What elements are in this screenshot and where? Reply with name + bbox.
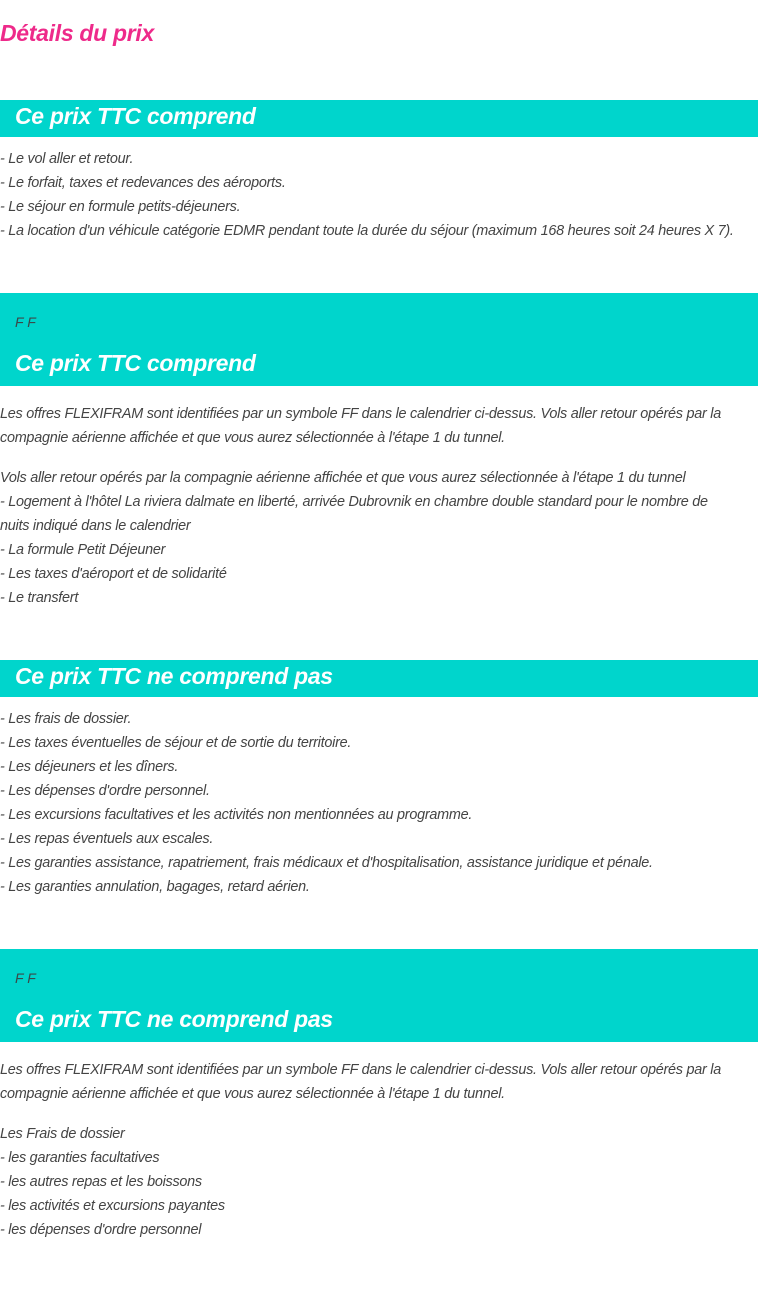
section-header-excludes [0,660,758,697]
page-title: Détails du prix [0,20,154,46]
list-item: - Les garanties annulation, bagages, retard aérien. [0,879,310,895]
section-title: Ce prix TTC comprend [15,350,256,376]
list-item: - les activités et excursions payantes [0,1198,225,1214]
excludes-list [0,707,758,899]
list-item: - Les dépenses d'ordre personnel. [0,783,210,799]
section-title: Ce prix TTC ne comprend pas [15,1006,333,1032]
includes-list [0,147,758,243]
ff-excludes-list [0,1122,758,1242]
list-item: - Les taxes d'aéroport et de solidarité [0,566,227,582]
list-item: - Les taxes éventuelles de séjour et de sortie du territoire. [0,735,352,751]
list-item: - les autres repas et les boissons [0,1174,202,1190]
list-item: - les garanties facultatives [0,1150,160,1166]
section-header-ff-includes [0,293,758,386]
section-header-includes [0,100,758,137]
list-item: - Le transfert [0,590,79,606]
list-item: - les dépenses d'ordre personnel [0,1222,202,1238]
ff-intro-paragraph: Les offres FLEXIFRAM sont identifiées par un symbole FF dans le calendrier ci-dessus. Vols aller retour opérés par la compagnie aérienne affichée et que vous aurez sélectionnée à l'étape 1 du tunnel. [0,1062,722,1102]
list-item: - Les déjeuners et les dîners. [0,759,179,775]
list-item: - Le forfait, taxes et redevances des aéroports. [0,175,286,191]
ff-includes-list [0,466,758,610]
section-title: Ce prix TTC comprend [15,103,256,129]
section-header-ff-excludes [0,949,758,1042]
list-item: - Les repas éventuels aux escales. [0,831,214,847]
list-item: - Les excursions facultatives et les activités non mentionnées au programme. [0,807,473,823]
section-title: Ce prix TTC ne comprend pas [15,663,333,689]
list-item: - Logement à l'hôtel La riviera dalmate en liberté, arrivée Dubrovnik en chambre double standard pour le nombre de nuits indiqué dans le calendrier [0,494,708,534]
list-item: Les Frais de dossier [0,1126,125,1142]
list-item: - La formule Petit Déjeuner [0,542,166,558]
ff-intro-paragraph: Les offres FLEXIFRAM sont identifiées par un symbole FF dans le calendrier ci-dessus. Vols aller retour opérés par la compagnie aérienne affichée et que vous aurez sélectionnée à l'étape 1 du tunnel. [0,406,722,446]
list-item: - Le vol aller et retour. [0,151,134,167]
list-item: - Les garanties assistance, rapatriement, frais médicaux et d'hospitalisation, assistance juridique et pénale. [0,855,653,871]
ff-label: F F [15,314,36,330]
list-item: Vols aller retour opérés par la compagnie aérienne affichée et que vous aurez sélectionnée à l'étape 1 du tunnel [0,470,686,486]
list-item: - Les frais de dossier. [0,711,132,727]
ff-label: F F [15,970,36,986]
list-item: - La location d'un véhicule catégorie EDMR pendant toute la durée du séjour (maximum 168 heures soit 24 heures X 7). [0,223,734,239]
list-item: - Le séjour en formule petits-déjeuners. [0,199,241,215]
